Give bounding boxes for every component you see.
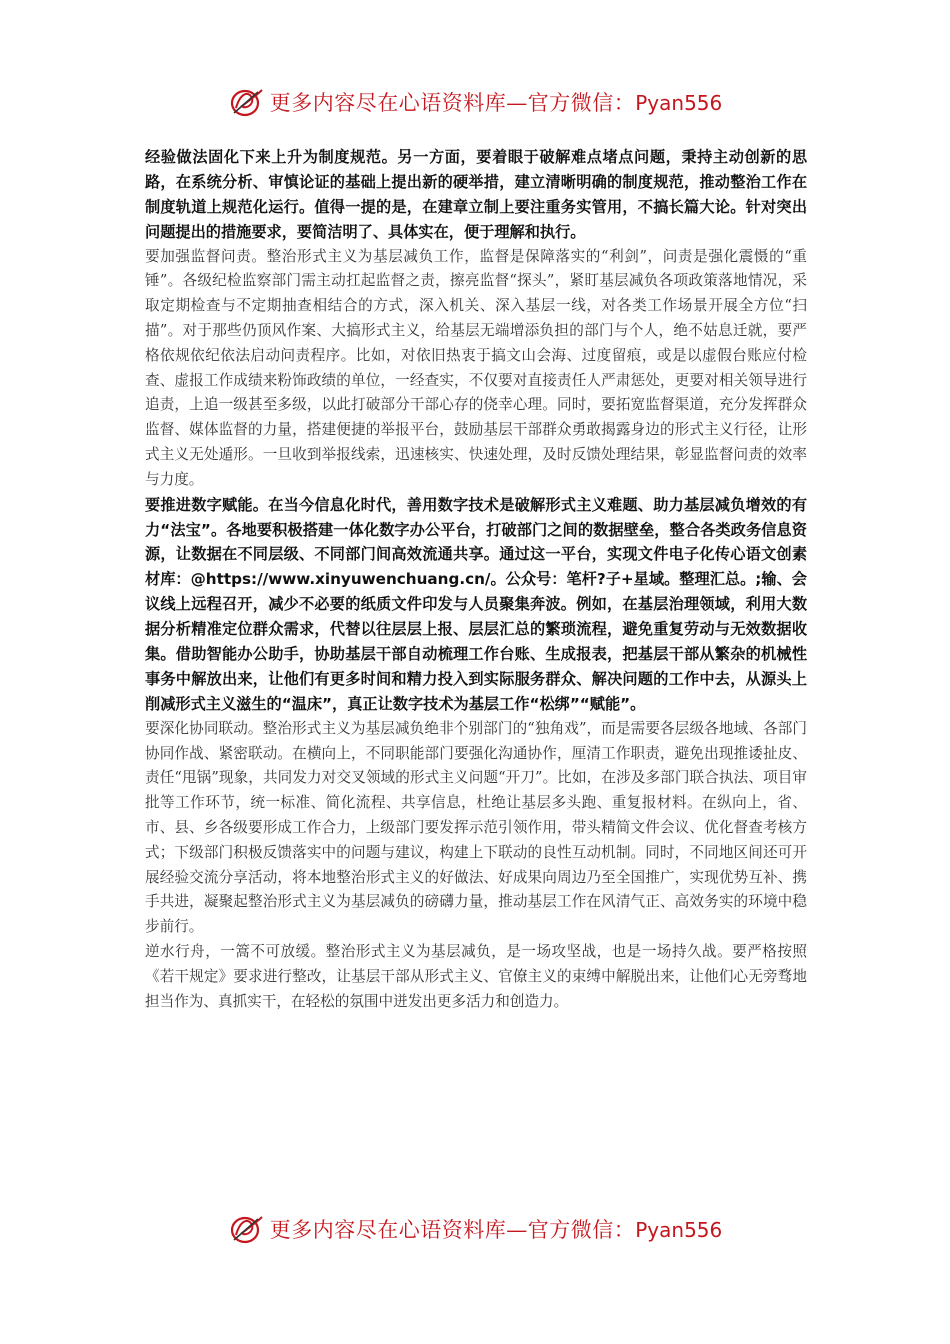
watermark-text: 更多内容尽在心语资料库—官方微信：Pyan556 <box>269 91 723 115</box>
wechat-id: Pyan556 <box>635 1218 723 1242</box>
watermark-text: 更多内容尽在心语资料库—官方微信：Pyan556 <box>269 1218 723 1242</box>
wechat-id: Pyan556 <box>635 91 723 115</box>
signature-logo-icon <box>228 1211 264 1247</box>
document-body <box>145 145 807 1014</box>
signature-logo-icon <box>228 84 264 120</box>
paragraph-4: 要深化协同联动。整治形式主义为基层减负绝非个别部门的“独角戏”，而是需要各层级各地域、各部门协同作战、紧密联动。在横向上，不同职能部门要强化沟通协作，厘清工作职责，避免出现推诿扯皮、责任“甩锅”现象，共同发力对交叉领域的形式主义问题“开刀”。比如，在涉及多部门联合执法、项目审批等工作环节，统一标准、简化流程、共享信息，杜绝让基层多头跑、重复报材料。在纵向上，省、市、县、乡各级要形成工作合力，上级部门要发挥示范引领作用，带头精简文件会议、优化督查考核方式；下级部门积极反馈落实中的问题与建议，构建上下联动的良性互动机制。同时，不同地区间还可开展经验交流分享活动，将本地整治形式主义的好做法、好成果向周边乃至全国推广，实现优势互补、携手共进，凝聚起整治形式主义为基层减负的磅礴力量，推动基层工作在风清气正、高效务实的环境中稳步前行。 <box>145 719 807 936</box>
paragraph-3: 要推进数字赋能。在当今信息化时代，善用数字技术是破解形式主义难题、助力基层减负增效的有力“法宝”。各地要积极搭建一体化数字办公平台，打破部门之间的数据壁垒，整合各类政务信息资源，让数据在不同层级、不同部门间高效流通共享。通过这一平台，实现文件电子化传心语文创素材库：@https://www.xinyuwenchuang.cn/。公众号：笔杆?子+星域。整理汇总。;输、会议线上远程召开，减少不必要的纸质文件印发与人员聚集奔波。例如，在基层治理领域，利用大数据分析精准定位群众需求，代替以往层层上报、层层汇总的繁琐流程，避免重复劳动与无效数据收集。借助智能办公助手，协助基层干部自动梳理工作台账、生成报表，把基层干部从繁杂的机械性事务中解放出来，让他们有更多时间和精力投入到实际服务群众、解决问题的工作中去，从源头上削减形式主义滋生的“温床”，真正让数字技术为基层工作“松绑”“赋能”。 <box>145 495 807 713</box>
paragraph-1: 经验做法固化下来上升为制度规范。另一方面，要着眼于破解难点堵点问题，秉持主动创新的思路，在系统分析、审慎论证的基础上提出新的硬举措，建立清晰明确的制度规范，推动整治工作在制度轨道上规范化运行。值得一提的是，在建章立制上要注重务实管用，不搞长篇大论。针对突出问题提出的措施要求，要简洁明了、具体实在，便于理解和执行。 <box>145 148 807 241</box>
paragraph-2: 要加强监督问责。整治形式主义为基层减负工作，监督是保障落实的“利剑”，问责是强化震慑的“重锤”。各级纪检监察部门需主动扛起监督之责，擦亮监督“探头”，紧盯基层减负各项政策落地情况，采取定期检查与不定期抽查相结合的方式，深入机关、深入基层一线，对各类工作场景开展全方位“扫描”。对于那些仍顶风作案、大搞形式主义，给基层无端增添负担的部门与个人，绝不姑息迁就，要严格依规依纪依法启动问责程序。比如，对依旧热衷于搞文山会海、过度留痕，或是以虚假台账应付检查、虚报工作成绩来粉饰政绩的单位，一经查实，不仅要对直接责任人严肃惩处，更要对相关领导进行追责，上追一级甚至多级，以此打破部分干部心存的侥幸心理。同时，要拓宽监督渠道，充分发挥群众监督、媒体监督的力量，搭建便捷的举报平台，鼓励基层干部群众勇敢揭露身边的形式主义行径，让形式主义无处遁形。一旦收到举报线索，迅速核实、快速处理，及时反馈处理结果，彰显监督问责的效率与力度。 <box>145 247 807 488</box>
header-watermark <box>0 84 950 120</box>
paragraph-5: 逆水行舟，一篙不可放缓。整治形式主义为基层减负，是一场攻坚战，也是一场持久战。要严格按照《若干规定》要求进行整改，让基层干部从形式主义、官僚主义的束缚中解脱出来，让他们心无旁骛地担当作为、真抓实干，在轻松的氛围中迸发出更多活力和创造力。 <box>145 942 807 1010</box>
footer-watermark <box>0 1211 950 1247</box>
